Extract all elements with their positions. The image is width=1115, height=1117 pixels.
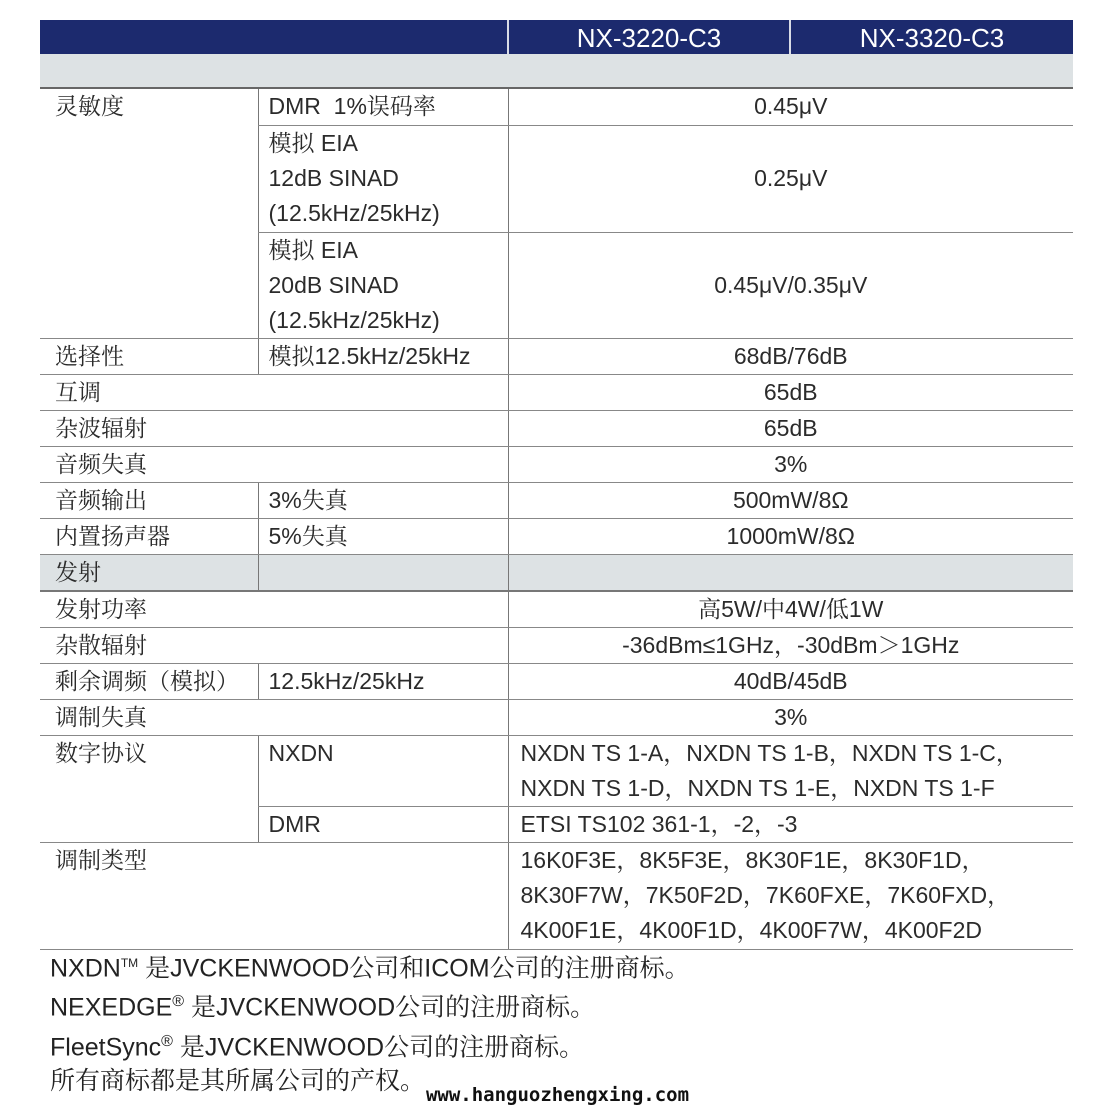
row-label: 杂波辐射 [40, 410, 508, 446]
model-header-1: NX-3220-C3 [576, 23, 722, 53]
value-line: NXDN TS 1-D，NXDN TS 1-E，NXDN TS 1-F [520, 774, 995, 801]
row-value [508, 842, 1073, 949]
model-header-2: NX-3320-C3 [859, 23, 1005, 53]
row-value [508, 735, 1073, 806]
row-value: 68dB/76dB [508, 338, 1073, 374]
trademark-mark: TM [120, 956, 139, 970]
row-sublabel [258, 232, 508, 338]
row-sublabel [258, 125, 508, 232]
table-row [40, 446, 1073, 482]
sublabel-line: (12.5kHz/25kHz) [268, 200, 440, 226]
row-label: 杂散辐射 [40, 627, 508, 663]
row-value: ETSI TS102 361-1，-2，-3 [508, 806, 1073, 842]
brand-name: NXDN [50, 954, 121, 983]
table-row [40, 735, 1073, 806]
row-value: 40dB/45dB [508, 663, 1073, 699]
row-label: 内置扬声器 [40, 518, 258, 554]
table-row [40, 663, 1073, 699]
section-title: 发射 [40, 554, 258, 591]
trademark-line: 所有商标都是其所属公司的产权。 [50, 1066, 426, 1095]
value-line: 4K00F1E，4K00F1D，4K00F7W，4K00F2D [520, 917, 982, 943]
receive-section-band [40, 54, 1073, 89]
trademark-mark: ® [161, 1032, 173, 1050]
trademark-notes [50, 946, 690, 1098]
sublabel-line: (12.5kHz/25kHz) [268, 306, 440, 333]
table-row [40, 842, 1073, 949]
table-row [40, 627, 1073, 663]
trademark-text: 是JVCKENWOOD公司的注册商标。 [172, 1032, 585, 1061]
spec-table [40, 89, 1073, 950]
row-value: 65dB [508, 374, 1073, 410]
row-label: 调制类型 [40, 842, 508, 949]
table-row [40, 482, 1073, 518]
row-sublabel: NXDN [258, 735, 508, 806]
value-line: 8K30F7W，7K50F2D，7K60FXE，7K60FXD， [520, 882, 1011, 908]
row-value: 0.45μV [508, 89, 1073, 125]
trademark-text: 是JVCKENWOOD公司和ICOM公司的注册商标。 [138, 954, 690, 983]
row-sublabel: DMR [258, 806, 508, 842]
row-value: 高5W/中4W/低1W [508, 591, 1073, 628]
brand-name: NEXEDGE [50, 993, 173, 1022]
table-row [40, 591, 1073, 628]
trademark-line [50, 1025, 690, 1064]
row-label: 调制失真 [40, 699, 508, 735]
row-label: 选择性 [40, 338, 258, 374]
section-row [40, 554, 1073, 591]
row-value: 3% [508, 446, 1073, 482]
row-sublabel: 3%失真 [258, 482, 508, 518]
row-value: 3% [508, 699, 1073, 735]
row-value: 1000mW/8Ω [508, 518, 1073, 554]
row-value: 500mW/8Ω [508, 482, 1073, 518]
row-label: 互调 [40, 374, 508, 410]
row-sublabel: 12.5kHz/25kHz [258, 663, 508, 699]
sublabel-line: 20dB SINAD [268, 271, 399, 298]
website-url[interactable]: www.hanguozhengxing.com [425, 1084, 690, 1106]
section-cell [258, 554, 508, 591]
row-sublabel: 模拟12.5kHz/25kHz [258, 338, 508, 374]
table-row [40, 410, 1073, 446]
table-row [40, 518, 1073, 554]
row-label: 音频失真 [40, 446, 508, 482]
value-line: NXDN TS 1-A，NXDN TS 1-B，NXDN TS 1-C， [520, 739, 1019, 766]
trademark-mark: ® [172, 993, 185, 1011]
section-cell [508, 554, 1073, 591]
row-label: 灵敏度 [40, 89, 258, 338]
row-label: 剩余调频（模拟） [40, 663, 258, 699]
row-value: 65dB [508, 410, 1073, 446]
row-value: 0.25μV [508, 125, 1073, 232]
row-label: 数字协议 [40, 735, 258, 842]
row-sublabel: 5%失真 [258, 518, 508, 554]
trademark-text: 是JVCKENWOOD公司的注册商标。 [184, 993, 596, 1022]
table-row [40, 338, 1073, 374]
brand-name: FleetSync [50, 1032, 162, 1061]
trademark-line [50, 946, 690, 985]
sublabel-line: 模拟 EIA [268, 236, 358, 263]
trademark-line [50, 985, 690, 1024]
row-label: 音频输出 [40, 482, 258, 518]
table-row [40, 374, 1073, 410]
table-row [40, 699, 1073, 735]
table-header [40, 20, 1073, 54]
row-label: 发射功率 [40, 591, 508, 628]
sublabel-line: 12dB SINAD [268, 165, 399, 191]
row-sublabel: DMR 1%误码率 [258, 89, 508, 125]
table-row [40, 89, 1073, 125]
sublabel-line: 模拟 EIA [268, 130, 358, 156]
row-value: -36dBm≤1GHz，-30dBm＞1GHz [508, 627, 1073, 663]
row-value: 0.45μV/0.35μV [508, 232, 1073, 338]
value-line: 16K0F3E，8K5F3E，8K30F1E，8K30F1D， [520, 847, 985, 873]
